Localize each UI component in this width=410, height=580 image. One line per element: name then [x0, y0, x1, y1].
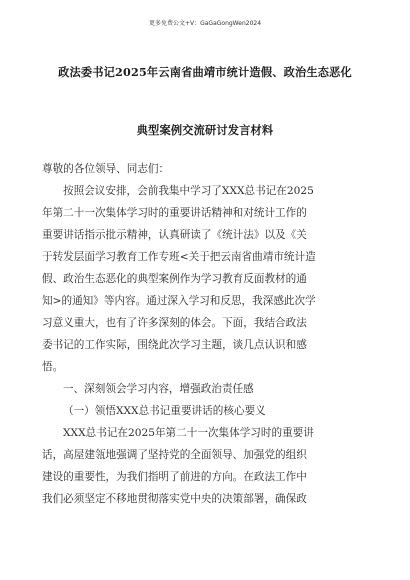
document-title-line-2: 典型案例交流研讨发言材料: [136, 123, 274, 137]
paragraph-1-line: 重要讲话指示批示精神，认真研读了《统计法》以及《关: [42, 229, 307, 241]
paragraph-1-line: 按照会议安排，会前我集中学习了XXX总书记在2025: [63, 185, 314, 197]
subsection-heading: （一）领悟XXX总书记重要讲话的核心要义: [63, 405, 266, 417]
paragraph-2-line: XXX总书记在2025年第二十一次集体学习时的重要讲: [63, 427, 314, 439]
paragraph-1-line: 于转发层面学习教育工作专班<关于把云南省曲靖市统计造: [42, 251, 316, 263]
document-body: [42, 158, 372, 510]
paragraph-1-line: 习意义重大，也有了许多深刻的体会。下面，我结合政法: [42, 317, 307, 329]
paragraph-2-line: 建设的重要性，为我们指明了前进的方向。在政法工作中: [42, 471, 307, 483]
paragraph-1-line: 委书记的工作实际，围绕此次学习主题，谈几点认识和感: [42, 339, 307, 351]
paragraph-1-line: 年第二十一次集体学习时的重要讲话精神和对统计工作的: [42, 207, 307, 219]
paragraph-1-line: 悟。: [42, 361, 64, 373]
paragraph-1-line: 假、政治生态恶化的典型案例作为学习教育反面教材的通: [42, 273, 307, 285]
paragraph-1: [42, 180, 372, 378]
document-title-line-1: 政法委书记2025年云南省曲靖市统计造假、政治生态恶化: [58, 65, 352, 79]
paragraph-2: [42, 422, 372, 510]
header-note: 更多免费公文+V：GaGaGongWen2024: [148, 20, 262, 27]
paragraph-1-line: 知>的通知》等内容。通过深入学习和反思，我深感此次学: [42, 295, 316, 307]
paragraph-2-line: 话，高屋建瓴地强调了坚持党的全面领导、加强党的组织: [42, 449, 307, 461]
section-heading: 一、深刻领会学习内容，增强政治责任感: [63, 383, 254, 395]
salutation: 尊敬的各位领导、同志们：: [42, 163, 170, 175]
paragraph-2-line: 我们必须坚定不移地贯彻落实党中央的决策部署，确保政: [42, 493, 307, 505]
